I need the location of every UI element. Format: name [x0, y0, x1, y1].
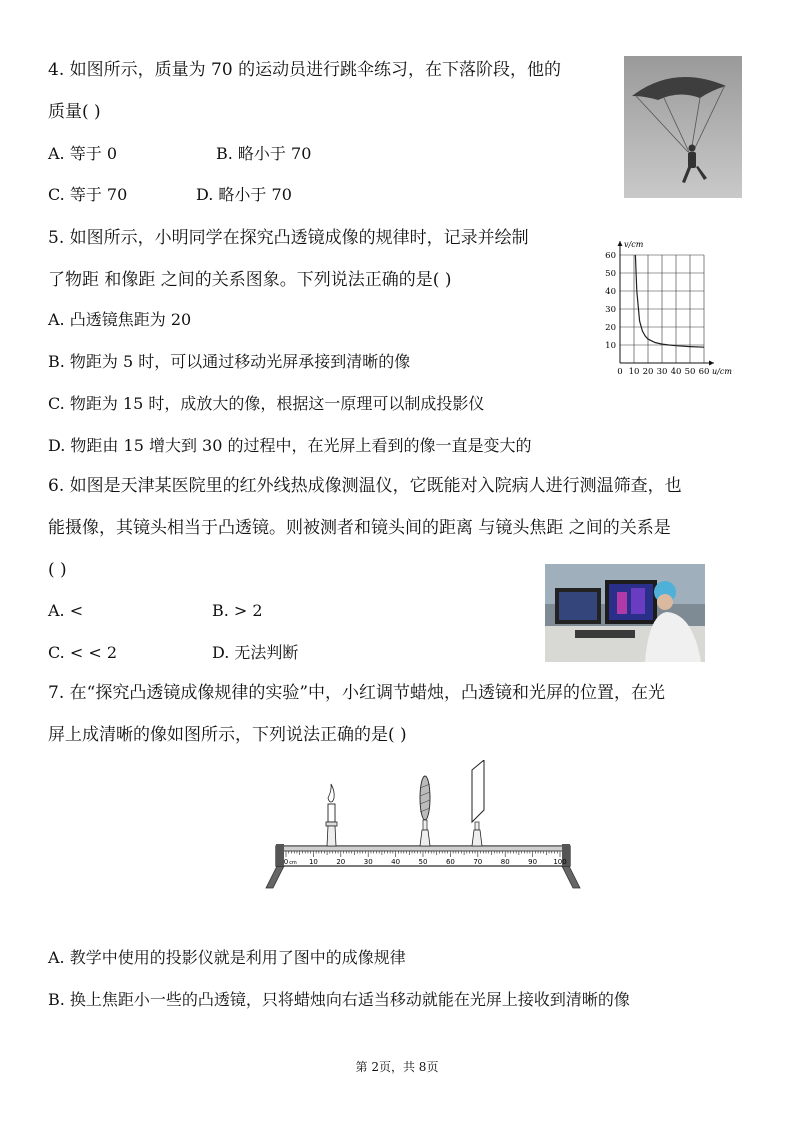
screen-panel: [472, 760, 484, 822]
q6-option-c: C. < < 2: [48, 643, 118, 662]
x-tick-label: 30: [656, 367, 668, 377]
screen-holder: [472, 830, 482, 846]
page-footer: 第 2页，共 8页: [355, 1060, 439, 1074]
candle-holder: [327, 826, 336, 846]
ruler-label: 0: [283, 858, 289, 866]
chart-tick-labels: [605, 251, 709, 377]
y-tick-label: 20: [605, 323, 616, 333]
parachutist-photo: [624, 56, 742, 198]
candle-body: [328, 804, 335, 822]
q4-option-c: C. 等于 70: [48, 185, 128, 204]
y-tick-label: 60: [605, 251, 616, 261]
ruler-label: cm: [289, 860, 297, 866]
q6-option-a: A. <: [48, 601, 84, 620]
keyboard: [575, 630, 635, 638]
ruler-top-rail: [276, 846, 570, 851]
q6-option-b: B. > 2: [212, 601, 263, 620]
x-tick-label: 40: [670, 367, 682, 377]
ruler-label: 60: [445, 858, 455, 866]
q7-stem-line2: 屏上成清晰的像如图所示，下列说法正确的是( ): [48, 725, 407, 745]
x-tick-label: 50: [684, 367, 696, 377]
q5-option-a: A. 凸透镜焦距为 20: [48, 310, 192, 329]
convex-lens: [420, 776, 430, 846]
optical-bench-diagram: [262, 760, 584, 896]
q5-stem-line2: 了物距 和像距 之间的关系图象。下列说法正确的是( ): [48, 270, 452, 290]
chart-x-axis-label: u/cm: [712, 367, 732, 376]
x-tick-label: 60: [698, 367, 710, 377]
q7-option-b: B. 换上焦距小一些的凸透镜，只将蜡烛向右适当移动就能在光屏上接收到清晰的像: [48, 990, 630, 1009]
y-tick-label: 30: [605, 305, 616, 315]
x-axis-arrow: [709, 361, 714, 366]
ruler-label: 90: [528, 858, 538, 866]
q5-stem-line1: 5. 如图所示，小明同学在探究凸透镜成像的规律时，记录并绘制: [48, 228, 529, 248]
q4-option-d: D. 略小于 70: [196, 185, 292, 204]
x-tick-label: 0: [617, 367, 623, 377]
ruler-label: 40: [391, 858, 401, 866]
q6-stem-line3: ( ): [48, 560, 67, 580]
q5-option-b: B. 物距为 5 时，可以通过移动光屏承接到清晰的像: [48, 352, 411, 371]
q6-stem-line1: 6. 如图是天津某医院里的红外线热成像测温仪，它既能对入院病人进行测温筛查，也: [48, 476, 682, 496]
ruler-label: 20: [336, 858, 346, 866]
y-tick-label: 10: [605, 341, 616, 351]
ruler-label: 50: [418, 858, 428, 866]
q4-stem-line2: 质量( ): [48, 102, 101, 122]
bench-legs: [266, 864, 580, 888]
candle-flame: [328, 784, 334, 802]
ruler-label: 80: [500, 858, 510, 866]
y-tick-label: 40: [605, 287, 616, 297]
chart-y-axis-label: v/cm: [624, 240, 644, 249]
q4-stem-line1: 4. 如图所示，质量为 70 的运动员进行跳伞练习，在下落阶段，他的: [48, 60, 562, 80]
y-axis-arrow: [618, 241, 623, 246]
lens-glass: [420, 776, 430, 820]
chart-series-line: [635, 255, 704, 347]
q6-option-d: D. 无法判断: [212, 643, 299, 662]
q5-option-d: D. 物距由 15 增大到 30 的过程中，在光屏上看到的像一直是变大的: [48, 436, 532, 455]
q4-option-b: B. 略小于 70: [216, 144, 312, 163]
light-screen: [472, 760, 484, 846]
q7-option-a: A. 教学中使用的投影仪就是利用了图中的成像规律: [48, 948, 406, 967]
image-distance-chart: [590, 235, 750, 385]
ruler-label: 70: [473, 858, 483, 866]
y-tick-label: 50: [605, 269, 616, 279]
ruler-label: 100: [553, 858, 567, 866]
q6-stem-line2: 能摄像，其镜头相当于凸透镜。则被测者和镜头间的距离 与镜头焦距 之间的关系是: [48, 518, 671, 538]
lens-holder: [420, 830, 430, 846]
ruler-label: 10: [308, 858, 318, 866]
q4-option-a: A. 等于 0: [48, 144, 117, 163]
thermal-imager-photo: [545, 564, 705, 662]
ruler-label: 30: [363, 858, 373, 866]
candle: [326, 784, 337, 846]
x-tick-label: 20: [642, 367, 654, 377]
x-tick-label: 10: [628, 367, 640, 377]
q5-option-c: C. 物距为 15 时，成放大的像，根据这一原理可以制成投影仪: [48, 394, 485, 413]
q7-stem-line1: 7. 在“探究凸透镜成像规律的实验”中，小红调节蜡烛，凸透镜和光屏的位置，在光: [48, 683, 666, 703]
